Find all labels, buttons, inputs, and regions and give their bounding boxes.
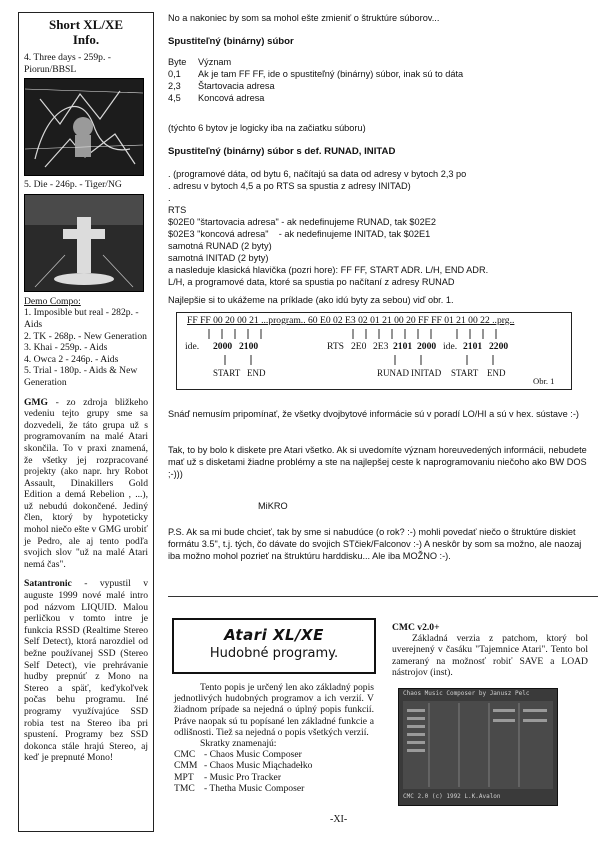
intro-line: No a nakoniec by som sa mohol ešte zmieniť o štruktúre súborov... — [168, 13, 440, 23]
abbreviations-heading: Skratky znamenajú: — [200, 738, 277, 750]
screenshot-die — [24, 194, 144, 292]
list-item: TMC - Thetha Music Composer — [174, 782, 305, 794]
diagram-label: END — [247, 368, 266, 378]
diagram-bytes-line: FF FF 00 20 00 21 ...program.. 60 E0 02 E3 02 01 21 00 20 FF FF 01 21 00 22 ..prg.. — [187, 315, 515, 326]
table-row: 4,5 Koncová adresa — [168, 93, 265, 103]
diagram-label: RUNAD — [377, 368, 410, 378]
list-item: 3. Khai - 259p. - Aids — [24, 342, 108, 354]
diagram-label: START — [451, 368, 479, 378]
diagram-label: RTS — [327, 341, 345, 352]
code-line: . (programové dáta, od bytu 6, načítajú sa data od adresy v bytoch 2,3 po — [168, 169, 467, 179]
code-line: . — [168, 193, 171, 203]
byte-table — [168, 56, 588, 104]
list-item: 5. Trial - 180p. - Aids & New Generation — [24, 365, 138, 388]
code-line: L/H, a programové data, ktoré sa spustia po načítaní z adresy RUNAD — [168, 277, 455, 287]
gmg-text: - zo zdroja bližkeho vedeniu tejto grupy sme sa dozvedeli, že táto grupa už s programovaním na malé Atari skončila. To v praxi znamená, že všetky jej rozpracované projekty (ako napr. hry Robot Assault, Dinakillers Gold Edition a demá Rebelion , ...), už nebudú dokončené. Jediný člen, ktorý by hypoteticky mohol niečo ešte v GMG urobiť je Pedro, ale aj tento podľa svojich slov "už na malé Atari nemá čas". — [24, 396, 148, 570]
cmc-screenshot — [398, 688, 558, 806]
music-programs-description — [174, 682, 374, 794]
diagram-label: 2000 — [213, 341, 233, 352]
diagram-label: END — [487, 368, 506, 378]
diagram-label: 2101 — [393, 341, 413, 352]
atari-music-logo: Atari XL/XE Hudobné programy. — [172, 618, 376, 674]
list-item: 1. Imposible but real - 282p. - Aids — [24, 307, 139, 330]
diagram-label: 2E0 — [351, 341, 367, 352]
demo-compo-list — [24, 307, 148, 388]
code-line: RTS — [168, 205, 187, 215]
page-number: -XI- — [330, 814, 348, 825]
list-item: MPT - Music Pro Tracker — [174, 771, 282, 783]
figure-caption: Obr. 1 — [533, 376, 555, 386]
diagram-label: 2100 — [239, 341, 259, 352]
diagram-label: ide. — [185, 341, 200, 352]
example-intro: Najlepšie si to ukážeme na príklade (ako idú byty za sebou) viď obr. 1. — [168, 295, 454, 305]
game-caption-three-days: 4. Three days - 259p. - Piorun/BBSL — [24, 52, 111, 75]
paragraph-ps: P.S. Ak sa mi bude chcieť, tak by sme si nabudúce (o rok? :-) mohli povedať niečo o štruktúre diskiet formátu 3.5", t.j. tých, čo dávate do svojich STčiek/Falconov :-) A neskôr by som sa možno, ale naozaj iba možno mohol pozrieť na štruktúru harddisku... Ale iba MOŽNO :-). — [168, 527, 582, 561]
diagram-label: 2000 — [417, 341, 437, 352]
code-line: samotná RUNAD (2 byty) — [168, 241, 272, 251]
diagram-label: ide. — [443, 341, 458, 352]
cmc-description: Základná verzia z patchom, ktorý bol uverejnený v časáku "Tajemnice Atari". Tento bol zameraný na možnosť robiť SAVE a LOAD nástrojov (inst). — [392, 633, 588, 678]
satantronic-lead: Satantronic — [24, 578, 72, 590]
section-divider — [168, 596, 598, 597]
code-listing — [168, 168, 588, 288]
list-item: 4. Owca 2 - 246p. - Aids — [24, 353, 119, 365]
list-item: CMM - Chaos Music Miąchadełko — [174, 760, 313, 772]
diagram-label: INITAD — [411, 368, 442, 378]
sidebar-panel — [18, 12, 154, 832]
diagram-label: 2101 — [463, 341, 483, 352]
satantronic-text: - vypustil v auguste 1999 nové malé intro pod názvom LIQUID. Malou perličkou v tomto intre je funkcia RSSD (Realtime Stereo Self Detect), ktorá narozdiel od bežne používanej SSD (Stereo Self Detect), vie prehrávanie hudby prepnúť z Mono na Stereo a späť, keďykoľvek počas behu programu. Iné programy využívajúce SSD robia test na Stereo iba pri spustení. Programy bez SSD dokonca stále hrajú Stereo, aj keď je prepnuté Mono! — [24, 578, 148, 764]
description-paragraph: Tento popis je určený len ako základný popis jednotlivých hudobných programov a ich verzií. V žiadnom prípade sa nejedná o úplný popis funkcií. Práve naopak sú tu popísané len základné funkcie a odlišnosti. Tiež sa nejedná o popis všetkých verzií. — [174, 682, 374, 738]
table-row: 2,3 Štartovacia adresa — [168, 81, 275, 91]
screen-title: Chaos Music Composer by Janusz Pelc — [403, 690, 530, 697]
game-caption-die: 5. Die - 246p. - Tiger/NG — [24, 179, 122, 191]
satantronic-paragraph — [24, 578, 148, 764]
heading-runad-initad: Spustiteľný (binárny) súbor s def. RUNAD, INITAD — [168, 146, 396, 157]
code-line: $02E0 "štartovacia adresa" - ak nedefinujeme RUNAD, tak $02E2 — [168, 217, 436, 227]
code-line: . adresu v bytoch 4,5 a po RTS sa spustia z adresy INITAD) — [168, 181, 411, 191]
diagram-label: 2E3 — [373, 341, 389, 352]
list-item: 2. TK - 268p. - New Generation — [24, 330, 147, 342]
cmc-title: CMC v2.0+ — [392, 622, 440, 633]
paragraph-summary: Tak, to by bolo k diskete pre Atari všetko. Ak si uvedomíte význam horeuvedených informácii, nebudete mať už s disketami žiadne problémy a ste na najlepšej ceste k naprogramovaniu niečoho ako BW DOS ;-))) — [168, 445, 587, 479]
paragraph-lohi: Snáď nemusím pripomínať, že všetky dvojbytové informácie sú v poradí LO/HI a sú v hex. sústave :-) — [168, 409, 579, 419]
byte-diagram-figure — [176, 312, 572, 390]
table-note: (týchto 6 bytov je logicky iba na začiatku súboru) — [168, 123, 366, 133]
screenshot-three-days — [24, 78, 144, 176]
table-row: Byte Význam — [168, 57, 232, 67]
code-line: $02E3 "koncová adresa" - ak nedefinujeme INITAD, tak $02E1 — [168, 229, 431, 239]
author-signature: MiKRO — [258, 501, 288, 511]
code-line: a nasleduje klasická hlavička (pozri hore): FF FF, START ADR. L/H, END ADR. — [168, 265, 489, 275]
sidebar-title: Short XL/XE Info. — [48, 17, 124, 47]
gmg-paragraph — [24, 397, 148, 571]
screen-footer: CMC 2.0 (c) 1992 L.K.Avalon — [403, 793, 501, 800]
gmg-lead: GMG — [24, 396, 48, 408]
diagram-label: START — [213, 368, 241, 378]
table-row: 0,1 Ak je tam FF FF, ide o spustiteľný (binárny) súbor, inak sú to dáta — [168, 69, 464, 79]
cmc-section — [392, 622, 588, 678]
heading-binary-file: Spustiteľný (binárny) súbor — [168, 36, 294, 47]
code-line: samotná INITAD (2 byty) — [168, 253, 269, 263]
list-item: CMC - Chaos Music Composer — [174, 749, 302, 761]
diagram-label: 2200 — [489, 341, 509, 352]
demo-compo-heading: Demo Compo: — [24, 295, 81, 307]
